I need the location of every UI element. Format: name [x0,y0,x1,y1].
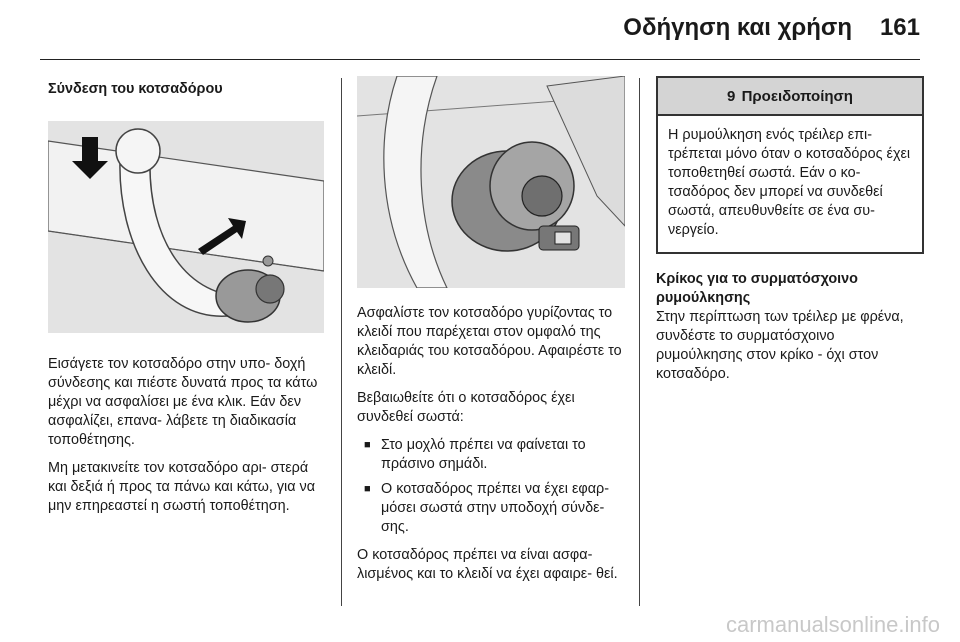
watermark: carmanualsonline.info [725,612,940,637]
page-number: 161 [879,14,920,41]
paragraph: Στην περίπτωση των τρέιλερ με φρένα, συνδέστε το συρματόσχοινο ρυμούλκησης στον κρίκο - όχι στον κοτσαδόρο. [656,309,904,382]
column-2 [357,76,629,593]
paragraph: Εισάγετε τον κοτσαδόρο στην υπο- δοχή σύνδεσης και πιέστε δυνατά προς τα κάτω μέχρι να ασφαλίσει με ένα κλικ. Εάν δεν ασφαλίζει, επανα- λάβετε τη διαδικασία τοποθέτησης. [48,356,318,448]
paragraph: Ασφαλίστε τον κοτσαδόρο γυρίζοντας το κλειδί που παρέχεται στον ομφαλό της κλειδαριάς του κοτσαδόρου. Αφαιρέστε το κλειδί. [357,305,622,378]
column-3 [656,76,924,393]
header-rule [40,59,920,60]
warning-header [658,78,922,116]
column-divider-1 [341,78,342,606]
warning-text: Η ρυμούλκηση ενός τρέιλερ επι- τρέπεται μόνο όταν ο κοτσαδόρος έχει τοποθετηθεί σωστά. Εάν ο κο- τσαδόρος δεν μπορεί να συνδεθεί σωστά, απευθυνθείτε σε ένα συ- νεργείο. [668,127,911,238]
warning-box [656,76,924,254]
section-title: Σύνδεση του κοτσαδόρου [48,81,223,97]
towbar-lock-illustration [357,76,625,288]
paragraph: Μη μετακινείτε τον κοτσαδόρο αρι- στερά και δεξιά ή προς τα πάνω και κάτω, για να μην επηρεαστεί η σωστή τοποθέτηση. [48,460,316,514]
column-1 [48,80,326,525]
subsection-title: Κρίκος για το συρματόσχοινο ρυμούλκησης [656,271,858,306]
towbar-insertion-illustration [48,121,324,333]
warning-title: Προειδοποίηση [741,88,853,105]
list-item: ■ Ο κοτσαδόρος πρέπει να έχει εφαρ- μόσει σωστά στην υποδοχή σύνδε- σης. [357,480,629,537]
checklist [357,436,629,537]
paragraph: Βεβαιωθείτε ότι ο κοτσαδόρος έχει συνδεθεί σωστά: [357,390,575,425]
list-item: ■ Στο μοχλό πρέπει να φαίνεται το πράσινο σημάδι. [357,436,629,474]
paragraph: Ο κοτσαδόρος πρέπει να είναι ασφα- λισμένος και το κλειδί να έχει αφαιρε- θεί. [357,547,618,582]
warning-icon: 9 [727,88,736,105]
page-header-title: Οδήγηση και χρήση [623,14,852,41]
column-divider-2 [639,78,640,606]
